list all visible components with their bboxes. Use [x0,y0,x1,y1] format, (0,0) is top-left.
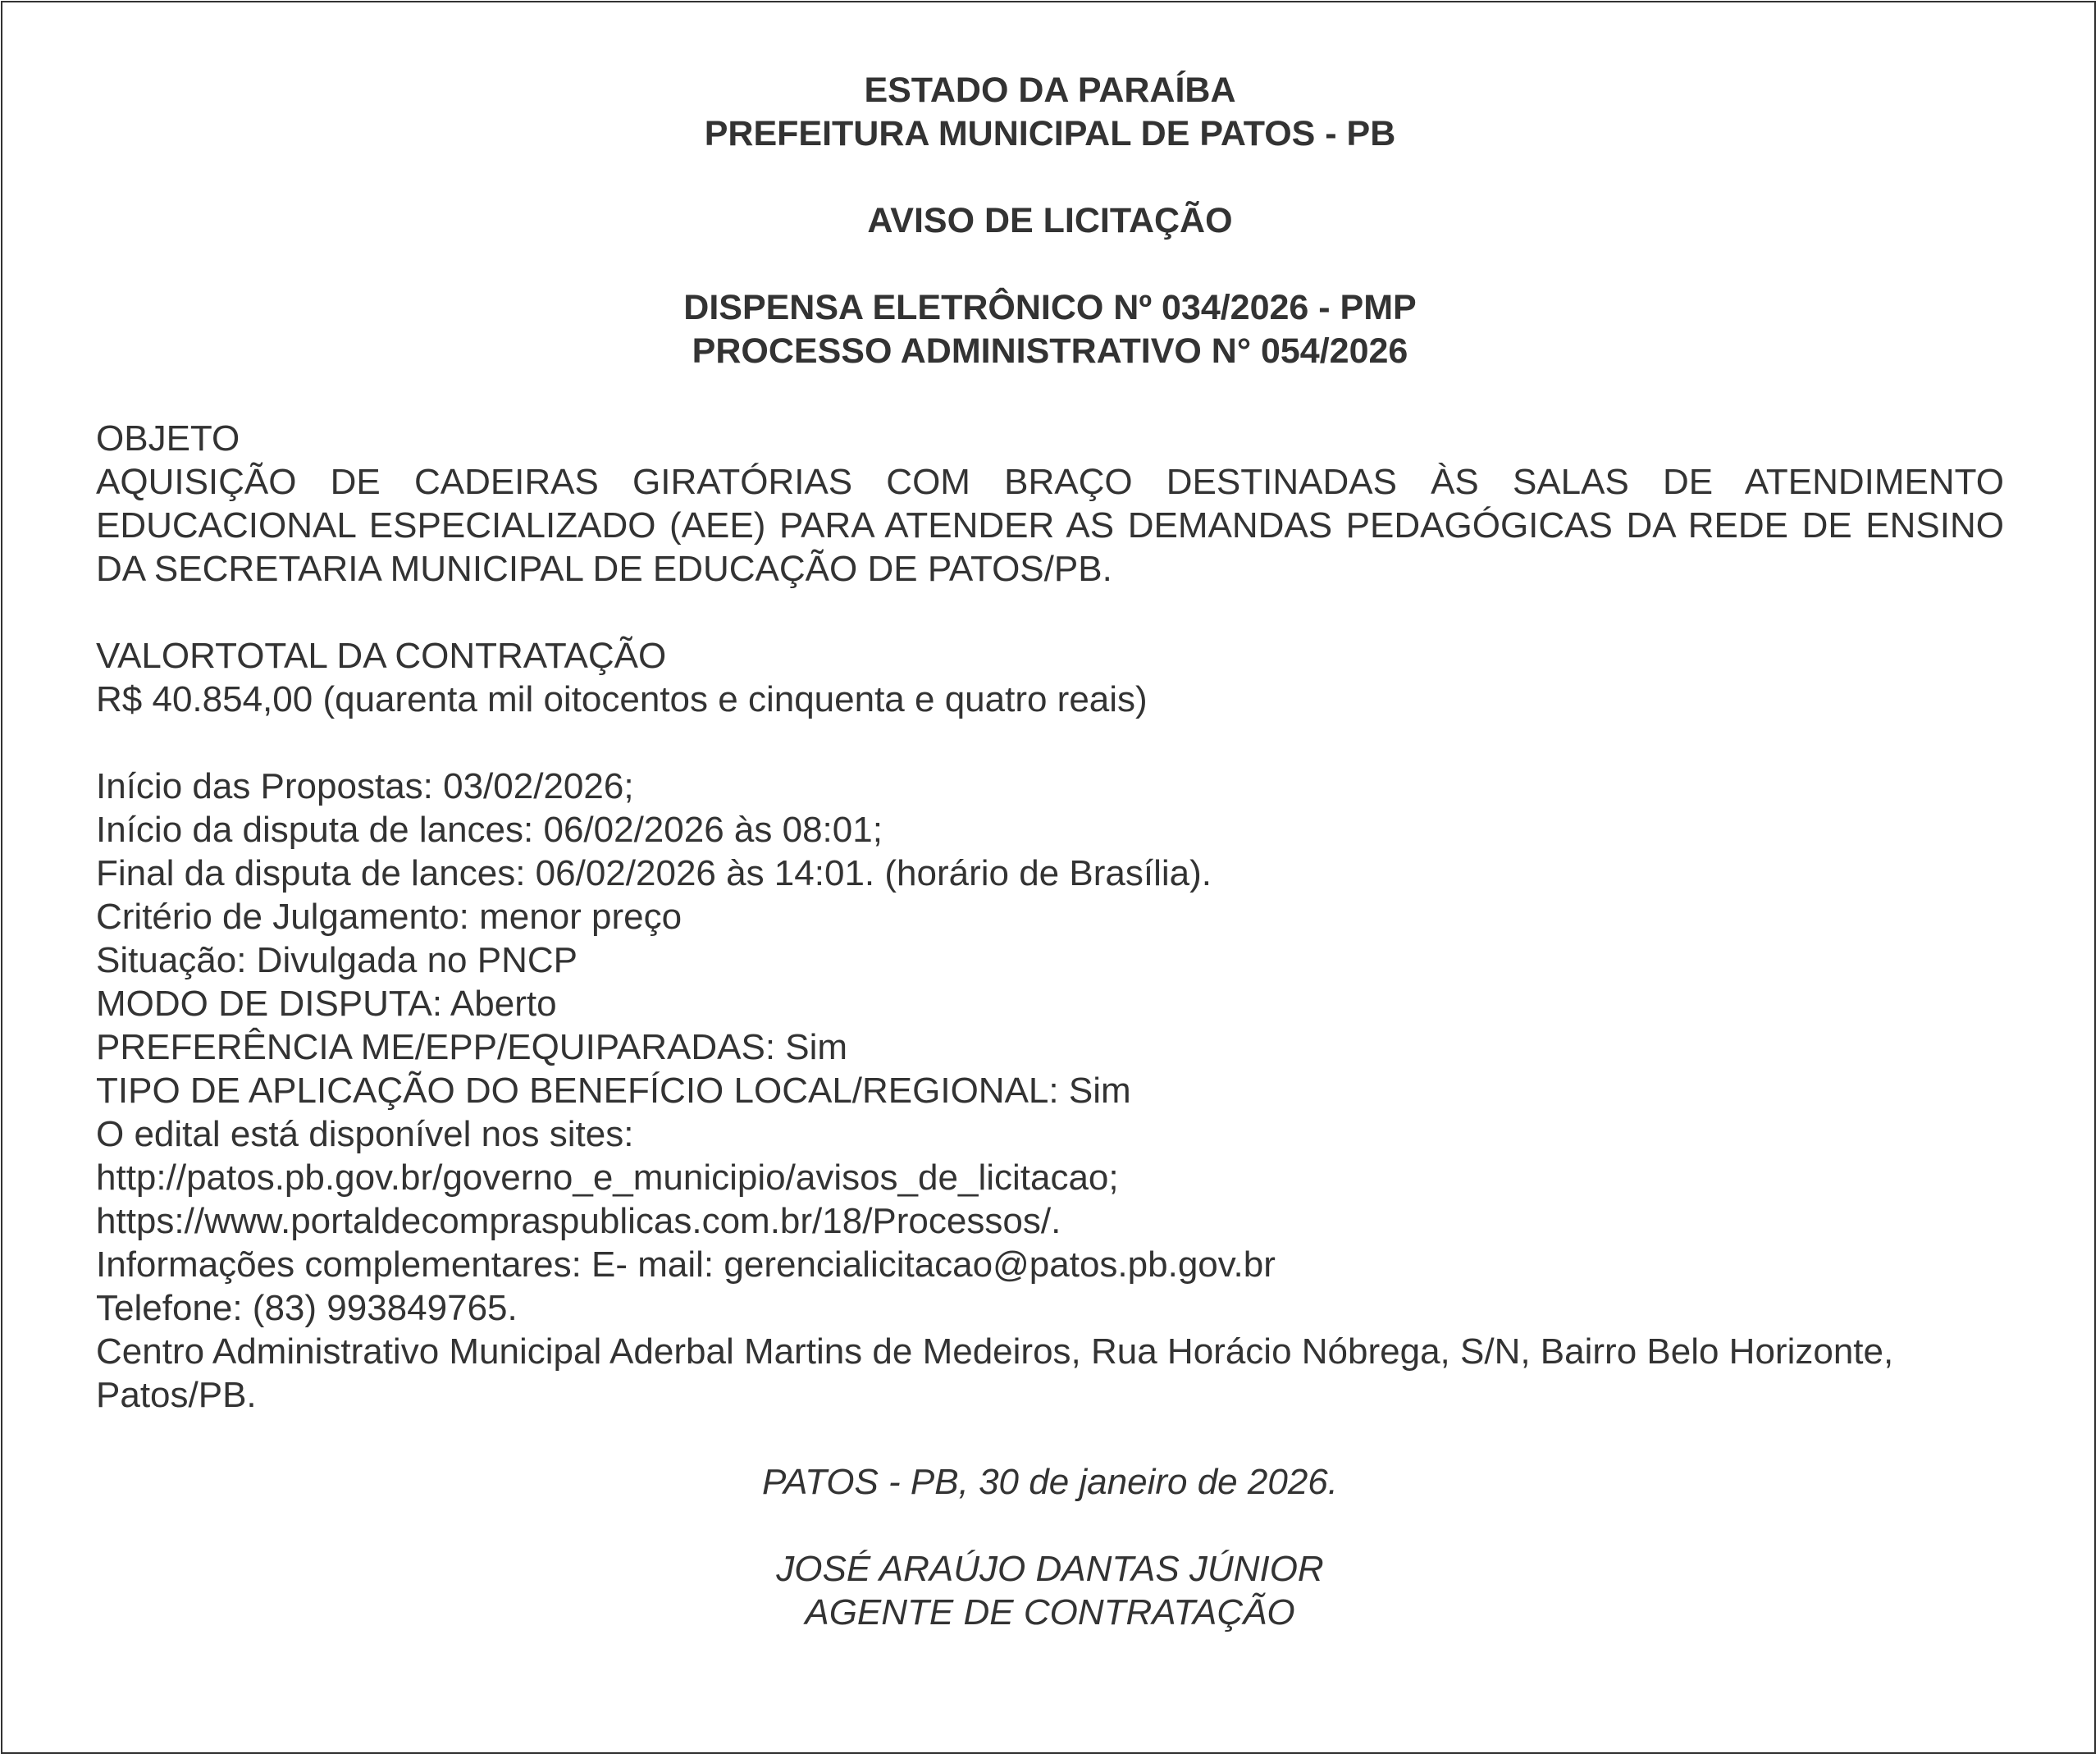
phone-line: Telefone: (83) 993849765. [96,1288,518,1328]
detail-line: TIPO DE APLICAÇÃO DO BENEFÍCIO LOCAL/REGIONAL: Sim [96,1071,1131,1111]
processo-number: PROCESSO ADMINISTRATIVO N° 054/2026 [692,331,1408,371]
valor-text: R$ 40.854,00 (quarenta mil oitocentos e cinquenta e quatro reais) [96,679,1148,719]
detail-line: Final da disputa de lances: 06/02/2026 às 14:01. (horário de Brasília). [96,853,1212,893]
details-section [96,765,2004,1417]
website-link: http://patos.pb.gov.br/governo_e_municipio/avisos_de_licitacao; [96,1158,1119,1198]
dispensa-number: DISPENSA ELETRÔNICO Nº 034/2026 - PMP [683,288,1417,327]
signature-block [96,1460,2004,1634]
valor-label: VALORTOTAL DA CONTRATAÇÃO [96,636,667,676]
municipality-heading: PREFEITURA MUNICIPAL DE PATOS - PB [704,114,1396,153]
website-link: https://www.portaldecompraspublicas.com.br/18/Processos/. [96,1201,1061,1241]
notice-title: AVISO DE LICITAÇÃO [867,201,1233,240]
detail-line: Início das Propostas: 03/02/2026; [96,766,634,806]
notice-header [96,69,2004,373]
detail-line: Situação: Divulgada no PNCP [96,940,578,980]
detail-line: MODO DE DISPUTA: Aberto [96,984,557,1024]
address-line: Centro Administrativo Municipal Aderbal Martins de Medeiros, Rua Horácio Nóbrega, S/N, Bairro Belo Horizonte, Patos/PB. [96,1331,1894,1415]
notice-body [96,69,2004,1634]
signer-role: AGENTE DE CONTRATAÇÃO [805,1592,1295,1632]
objeto-label: OBJETO [96,418,240,459]
objeto-section [96,417,2004,591]
detail-line: Critério de Julgamento: menor preço [96,897,682,937]
detail-line: Início da disputa de lances: 06/02/2026 às 08:01; [96,810,883,850]
contact-email-line: Informações complementares: E- mail: gerencialicitacao@patos.pb.gov.br [96,1244,1276,1285]
valor-section [96,634,2004,721]
state-heading: ESTADO DA PARAÍBA [864,71,1236,110]
objeto-text: AQUISIÇÃO DE CADEIRAS GIRATÓRIAS COM BRAÇO DESTINADAS ÀS SALAS DE ATENDIMENTO EDUCACIONAL ESPECIALIZADO (AEE) PARA ATENDER AS DEMANDAS PEDAGÓGICAS DA REDE DE ENSINO DA SECRETARIA MUNICIPAL DE EDUCAÇÃO DE PATOS/PB. [96,462,2004,589]
detail-line: O edital está disponível nos sites: [96,1114,634,1154]
detail-line: PREFERÊNCIA ME/EPP/EQUIPARADAS: Sim [96,1027,848,1067]
signer-name: JOSÉ ARAÚJO DANTAS JÚNIOR [776,1549,1324,1589]
place-date: PATOS - PB, 30 de janeiro de 2026. [762,1462,1338,1502]
